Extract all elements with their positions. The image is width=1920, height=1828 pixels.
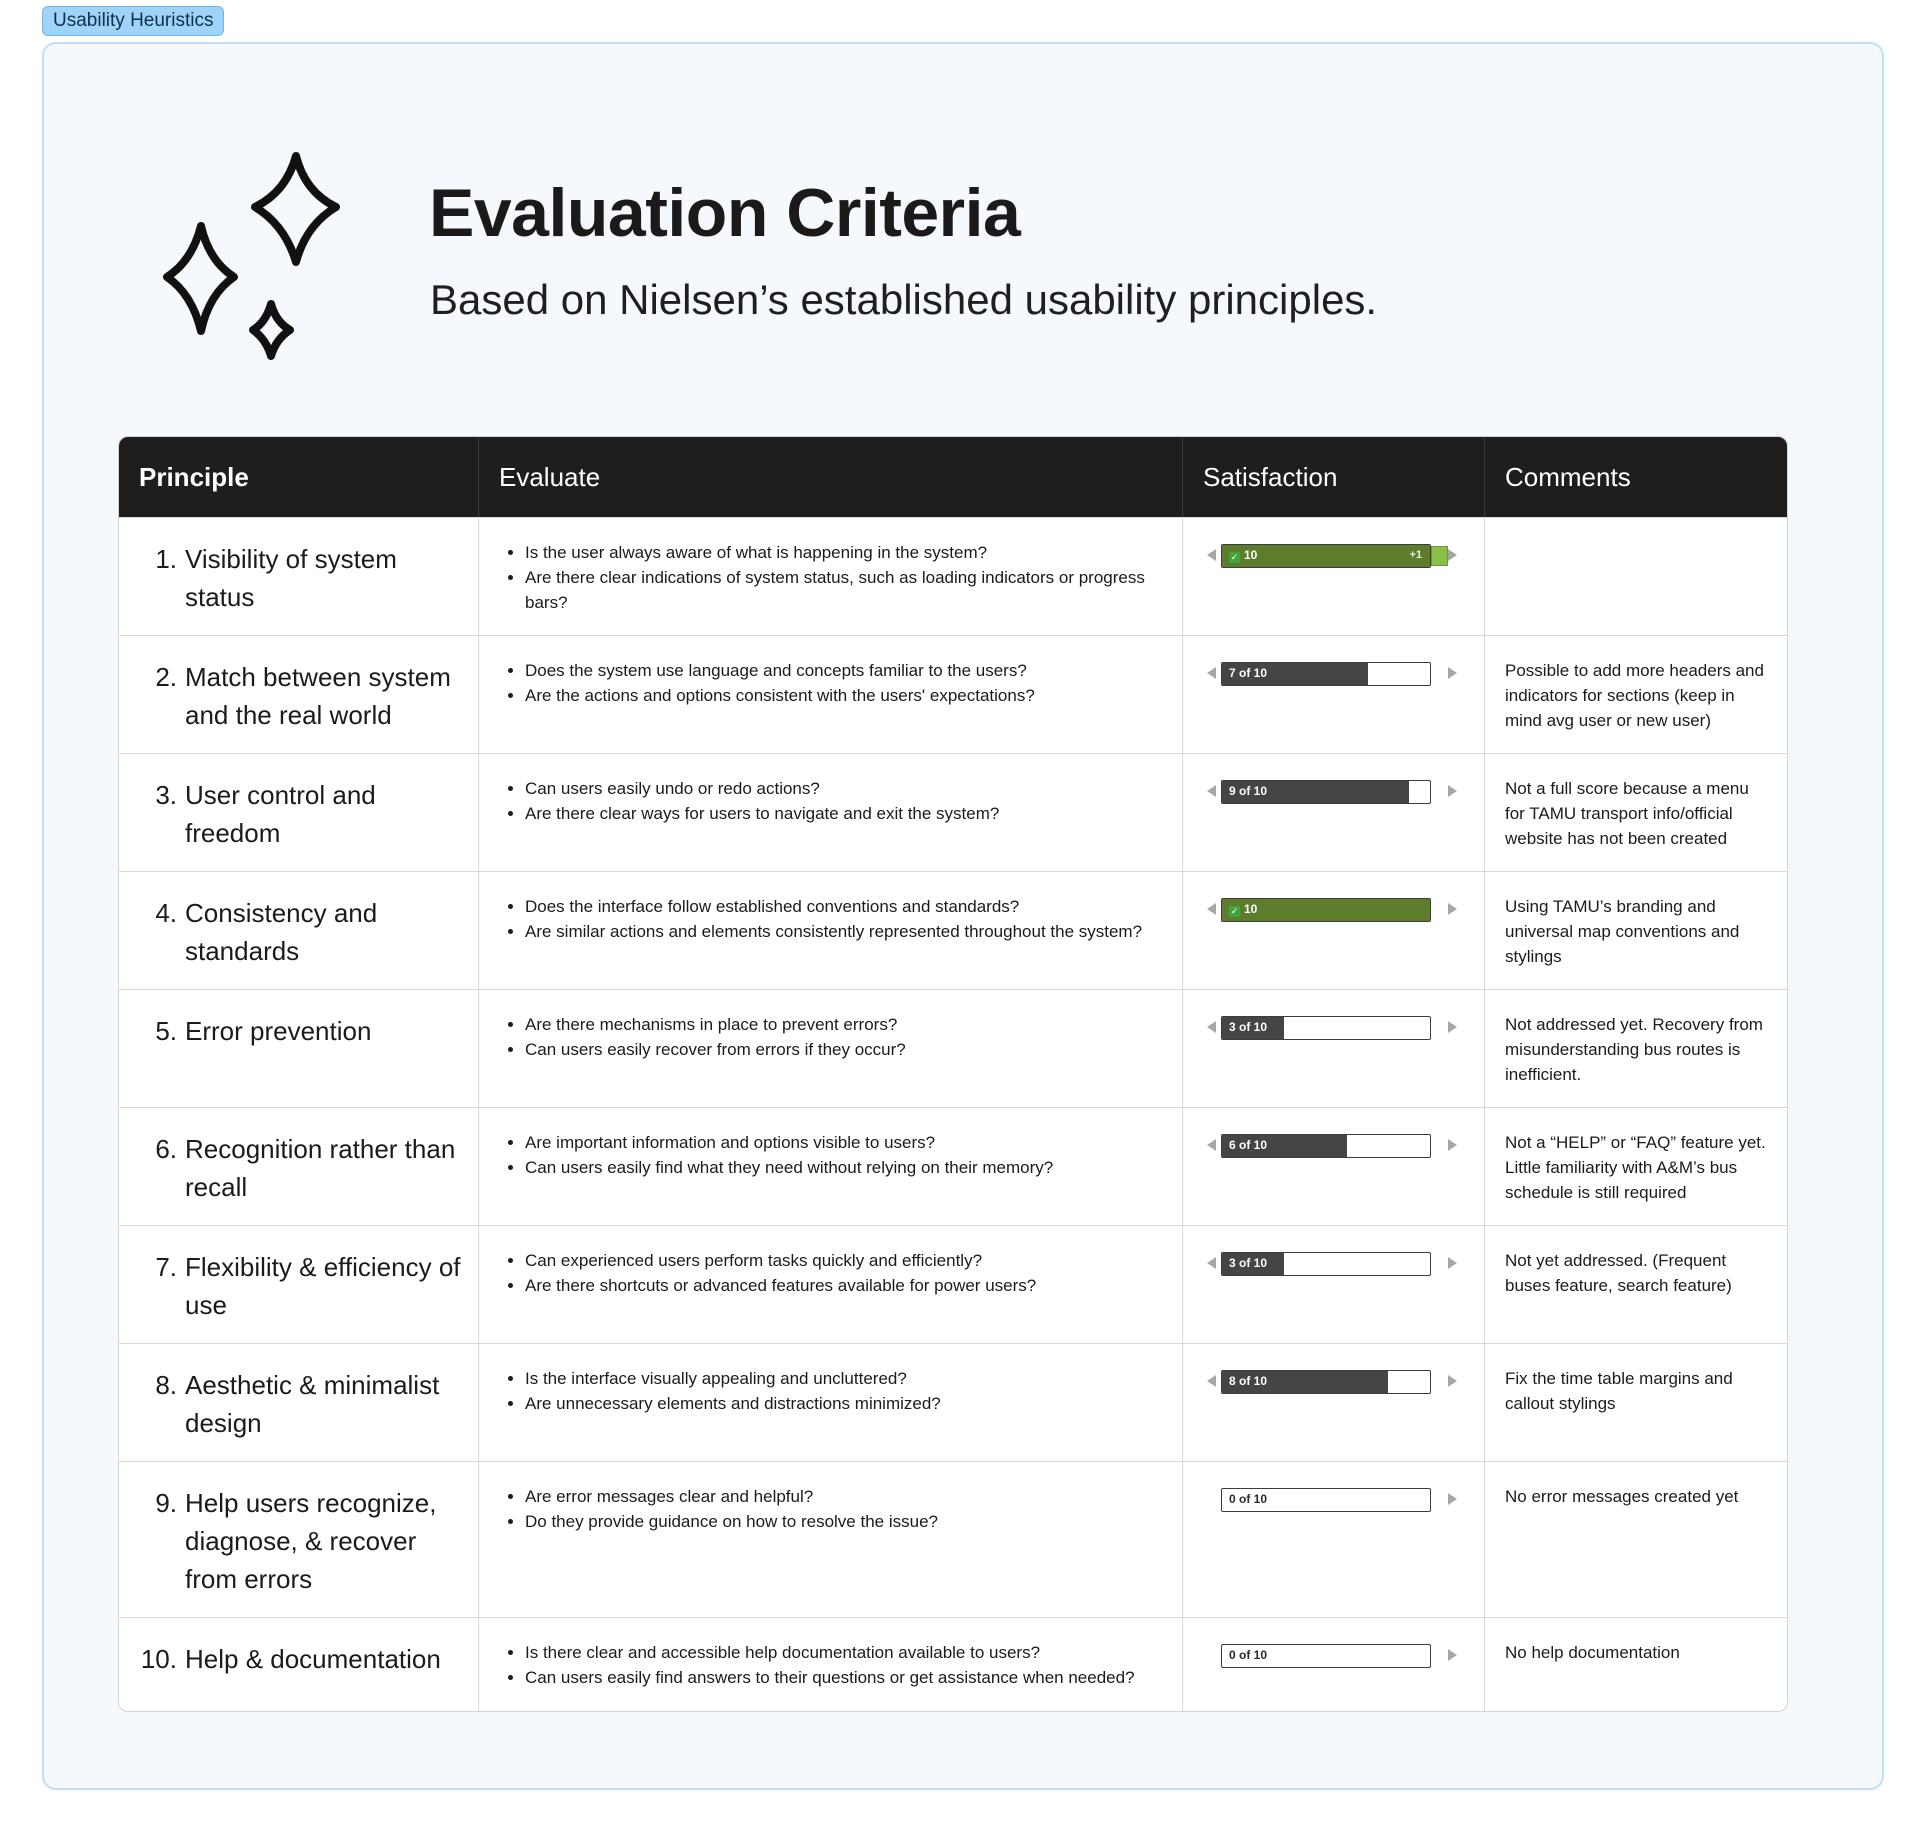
principle-name: Help & documentation (185, 1644, 441, 1674)
evaluate-question: • Is the user always aware of what is happening in the system? (525, 540, 1164, 565)
principle-number: 3. (155, 780, 177, 810)
principle-cell (119, 1344, 479, 1461)
score-label: 0 of 10 (1229, 1648, 1268, 1662)
principle-number: 8. (155, 1370, 177, 1400)
score-label: 3 of 10 (1229, 1256, 1268, 1270)
satisfaction-slider[interactable] (1207, 898, 1457, 924)
score-label: 9 of 10 (1229, 784, 1268, 798)
decrease-arrow-icon[interactable] (1207, 1021, 1216, 1033)
evaluate-question: • Can users easily recover from errors if they occur? (525, 1037, 1164, 1062)
satisfaction-slider[interactable] (1207, 780, 1457, 806)
evaluate-question: • Does the system use language and concepts familiar to the users? (525, 658, 1164, 683)
comment-cell: Not addressed yet. Recovery from misunderstanding bus routes is inefficient. (1505, 1015, 1763, 1084)
principle-number: 10. (140, 1644, 177, 1674)
comment-cell: Fix the time table margins and callout stylings (1505, 1369, 1733, 1413)
evaluate-question: • Is the interface visually appealing and uncluttered? (525, 1366, 1164, 1391)
column-header-evaluate: Evaluate (479, 437, 1183, 517)
decrease-arrow-icon[interactable] (1207, 1375, 1216, 1387)
evaluate-cell (479, 518, 1183, 635)
principle-name: Error prevention (185, 1016, 372, 1046)
comment-cell: Possible to add more headers and indicators for sections (keep in mind avg user or new user) (1505, 661, 1764, 730)
principle-number: 7. (155, 1252, 177, 1282)
score-label: 0 of 10 (1229, 1492, 1268, 1506)
increase-arrow-icon[interactable] (1448, 1139, 1457, 1151)
evaluate-question: • Are important information and options visible to users? (525, 1130, 1164, 1155)
satisfaction-cell (1183, 518, 1485, 635)
comment-cell: Not a “HELP” or “FAQ” feature yet. Little familiarity with A&M’s bus schedule is still required (1505, 1133, 1766, 1202)
comment-cell: No help documentation (1505, 1643, 1680, 1662)
decrease-arrow-icon[interactable] (1207, 1257, 1216, 1269)
principle-number: 1. (155, 544, 177, 574)
evaluate-question: • Can experienced users perform tasks quickly and efficiently? (525, 1248, 1164, 1273)
check-icon: ✓ (1230, 906, 1239, 916)
evaluate-cell (479, 1226, 1183, 1343)
table-row (119, 1343, 1787, 1461)
satisfaction-slider[interactable] (1207, 544, 1457, 570)
decrease-arrow-icon[interactable] (1207, 1139, 1216, 1151)
comment-cell: Not yet addressed. (Frequent buses feature, search feature) (1505, 1251, 1732, 1295)
evaluate-cell (479, 754, 1183, 871)
increase-arrow-icon[interactable] (1448, 1021, 1457, 1033)
satisfaction-slider[interactable] (1207, 1488, 1457, 1514)
evaluate-question: • Can users easily find what they need without relying on their memory? (525, 1155, 1164, 1180)
score-bar[interactable] (1221, 780, 1431, 804)
satisfaction-cell (1183, 1462, 1485, 1617)
score-bar[interactable] (1221, 662, 1431, 686)
comment-cell: Using TAMU’s branding and universal map conventions and stylings (1505, 897, 1740, 966)
principle-cell (119, 872, 479, 989)
evaluate-cell (479, 636, 1183, 753)
principle-number: 9. (155, 1488, 177, 1518)
score-bar[interactable] (1221, 1134, 1431, 1158)
score-label: 6 of 10 (1229, 1138, 1268, 1152)
score-label: 3 of 10 (1229, 1020, 1268, 1034)
comment-cell: No error messages created yet (1505, 1487, 1739, 1506)
principle-name: User control and freedom (185, 780, 376, 848)
score-label: ✓ 10 (1230, 902, 1258, 916)
principle-name: Recognition rather than recall (185, 1134, 456, 1202)
principle-cell (119, 754, 479, 871)
evaluate-question: • Are there mechanisms in place to prevent errors? (525, 1012, 1164, 1037)
evaluation-table (118, 436, 1788, 1712)
evaluate-question: • Do they provide guidance on how to resolve the issue? (525, 1509, 1164, 1534)
satisfaction-slider[interactable] (1207, 1370, 1457, 1396)
decrease-arrow-icon[interactable] (1207, 903, 1216, 915)
satisfaction-cell (1183, 990, 1485, 1107)
evaluate-cell (479, 1462, 1183, 1617)
satisfaction-cell (1183, 1618, 1485, 1711)
comment-cell (1485, 518, 1787, 635)
principle-name: Flexibility & efficiency of use (185, 1252, 461, 1320)
principle-cell (119, 1108, 479, 1225)
principle-name: Aesthetic & minimalist design (185, 1370, 440, 1438)
principle-name: Visibility of system status (185, 544, 397, 612)
content-frame (42, 42, 1884, 1790)
principle-cell (119, 990, 479, 1107)
table-row (119, 635, 1787, 753)
principle-cell (119, 1226, 479, 1343)
score-label: 7 of 10 (1229, 666, 1268, 680)
evaluate-question: • Are unnecessary elements and distractions minimized? (525, 1391, 1164, 1416)
increase-arrow-icon[interactable] (1448, 1493, 1457, 1505)
increase-arrow-icon[interactable] (1448, 667, 1457, 679)
page-subtitle: Based on Nielsen’s established usability principles. (430, 276, 1378, 323)
score-bar[interactable] (1221, 1252, 1431, 1276)
satisfaction-cell (1183, 1226, 1485, 1343)
decrease-arrow-icon[interactable] (1207, 785, 1216, 797)
satisfaction-cell (1183, 872, 1485, 989)
principle-number: 2. (155, 662, 177, 692)
score-bar[interactable] (1221, 1016, 1431, 1040)
column-header-satisfaction: Satisfaction (1183, 437, 1485, 517)
increase-arrow-icon[interactable] (1448, 1649, 1457, 1661)
principle-cell (119, 518, 479, 635)
page-title: Evaluation Criteria (429, 175, 1021, 251)
satisfaction-cell (1183, 636, 1485, 753)
evaluate-question: • Are there clear indications of system status, such as loading indicators or progress bars? (525, 565, 1164, 615)
column-header-principle: Principle (119, 437, 479, 517)
table-row (119, 753, 1787, 871)
section-tag[interactable]: Usability Heuristics (42, 6, 224, 36)
increase-arrow-icon[interactable] (1448, 903, 1457, 915)
table-row (119, 1617, 1787, 1711)
overflow-indicator (1431, 546, 1448, 566)
evaluate-question: • Can users easily find answers to their questions or get assistance when needed? (525, 1665, 1164, 1690)
table-row (119, 1461, 1787, 1617)
increase-arrow-icon[interactable] (1448, 549, 1457, 561)
evaluate-question: • Does the interface follow established conventions and standards? (525, 894, 1164, 919)
evaluate-question: • Are there shortcuts or advanced features available for power users? (525, 1273, 1164, 1298)
evaluate-question: • Is there clear and accessible help documentation available to users? (525, 1640, 1164, 1665)
table-row (119, 1107, 1787, 1225)
principle-name: Consistency and standards (185, 898, 378, 966)
principle-cell (119, 1618, 479, 1711)
satisfaction-slider[interactable] (1207, 662, 1457, 688)
evaluate-question: • Are the actions and options consistent with the users' expectations? (525, 683, 1164, 708)
satisfaction-slider[interactable] (1207, 1644, 1457, 1670)
evaluate-question: • Can users easily undo or redo actions? (525, 776, 1164, 801)
table-row (119, 871, 1787, 989)
score-bar[interactable] (1221, 1488, 1431, 1512)
bonus-label: +1 (1409, 549, 1422, 561)
evaluate-cell (479, 872, 1183, 989)
table-row (119, 989, 1787, 1107)
comment-cell: Not a full score because a menu for TAMU transport info/official website has not been created (1505, 779, 1749, 848)
principle-number: 4. (155, 898, 177, 928)
satisfaction-cell (1183, 1344, 1485, 1461)
increase-arrow-icon[interactable] (1448, 785, 1457, 797)
evaluate-cell (479, 1618, 1183, 1711)
principle-cell (119, 636, 479, 753)
evaluate-question: • Are error messages clear and helpful? (525, 1484, 1164, 1509)
score-bar[interactable] (1221, 1370, 1431, 1394)
principle-name: Match between system and the real world (185, 662, 451, 730)
table-row (119, 1225, 1787, 1343)
satisfaction-slider[interactable] (1207, 1016, 1457, 1042)
principle-cell (119, 1462, 479, 1617)
satisfaction-cell (1183, 754, 1485, 871)
sparkles-icon (139, 134, 409, 424)
evaluate-cell (479, 1108, 1183, 1225)
evaluate-cell (479, 990, 1183, 1107)
satisfaction-cell (1183, 1108, 1485, 1225)
evaluate-question: • Are similar actions and elements consistently represented throughout the system? (525, 919, 1164, 944)
decrease-arrow-icon[interactable] (1207, 549, 1216, 561)
increase-arrow-icon[interactable] (1448, 1257, 1457, 1269)
column-header-comments: Comments (1505, 461, 1631, 492)
principle-number: 5. (155, 1016, 177, 1046)
score-label: ✓ 10 (1230, 548, 1258, 562)
satisfaction-slider[interactable] (1207, 1134, 1457, 1160)
score-bar[interactable] (1221, 544, 1431, 568)
principle-number: 6. (155, 1134, 177, 1164)
check-icon: ✓ (1230, 552, 1239, 562)
score-bar[interactable] (1221, 898, 1431, 922)
principle-name: Help users recognize, diagnose, & recover from errors (185, 1488, 437, 1594)
score-label: 8 of 10 (1229, 1374, 1268, 1388)
score-bar[interactable] (1221, 1644, 1431, 1668)
satisfaction-slider[interactable] (1207, 1252, 1457, 1278)
evaluate-question: • Are there clear ways for users to navigate and exit the system? (525, 801, 1164, 826)
increase-arrow-icon[interactable] (1448, 1375, 1457, 1387)
table-header (119, 437, 1787, 517)
decrease-arrow-icon[interactable] (1207, 667, 1216, 679)
table-row (119, 517, 1787, 635)
evaluate-cell (479, 1344, 1183, 1461)
